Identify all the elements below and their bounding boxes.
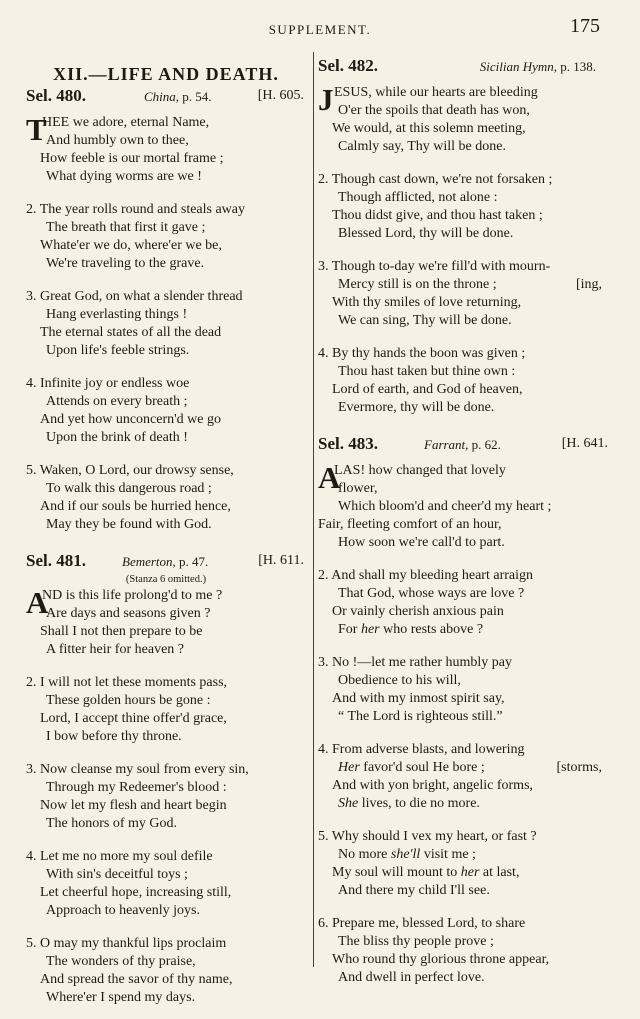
verse-line: A fitter heir for heaven ? bbox=[46, 642, 184, 657]
verse-line: We can sing, Thy will be done. bbox=[338, 313, 512, 328]
page-number: 175 bbox=[570, 15, 600, 37]
verse-line: Attends on every breath ; bbox=[46, 394, 188, 409]
verse-line: 3. Though to-day we're fill'd with mourn- bbox=[318, 259, 551, 274]
verse-line: Evermore, thy will be done. bbox=[338, 400, 495, 415]
selection-number: Sel. 480. bbox=[26, 86, 86, 105]
selection-number: Sel. 481. bbox=[26, 551, 86, 570]
verse-line: The honors of my God. bbox=[46, 816, 178, 831]
verse-line: The bliss thy people prove ; bbox=[338, 934, 494, 949]
verse-line: flower, bbox=[338, 481, 378, 496]
drop-cap: T bbox=[26, 112, 47, 147]
verse-line: May they be found with God. bbox=[46, 517, 212, 532]
stanza bbox=[26, 462, 306, 534]
verse-line: 4. From adverse blasts, and lowering bbox=[318, 742, 525, 757]
right-column bbox=[318, 52, 610, 987]
verse-line: The breath that first it gave ; bbox=[46, 220, 206, 235]
selection-header-482 bbox=[318, 56, 610, 82]
verse-line: That God, whose ways are love ? bbox=[338, 586, 525, 601]
verse-line: How soon we're call'd to part. bbox=[338, 535, 505, 550]
stanza bbox=[318, 654, 610, 726]
stanza bbox=[26, 288, 306, 360]
stanza bbox=[26, 114, 306, 186]
verse-line: HEE we adore, eternal Name, bbox=[42, 115, 210, 130]
stanza bbox=[318, 915, 610, 987]
stanza bbox=[318, 741, 610, 813]
drop-cap: J bbox=[318, 82, 334, 117]
verse-line: And with yon bright, angelic forms, bbox=[332, 778, 534, 793]
turnover-bracket: [ing, bbox=[575, 277, 602, 292]
stanza bbox=[318, 258, 610, 330]
verse-line: Thou hast taken but thine own : bbox=[338, 364, 516, 379]
stanza bbox=[318, 84, 610, 156]
verse-line: She lives, to die no more. bbox=[338, 796, 480, 811]
verse-line: 4. Infinite joy or endless woe bbox=[26, 376, 190, 391]
stanza bbox=[26, 935, 306, 1007]
verse-line: Fair, fleeting comfort of an hour, bbox=[318, 517, 502, 532]
left-column bbox=[26, 52, 306, 1007]
selection-header-480 bbox=[26, 86, 306, 112]
verse-line: Shall I not then prepare to be bbox=[40, 624, 203, 639]
stanza bbox=[26, 375, 306, 447]
tune-reference: Bemerton, p. 47. bbox=[122, 554, 209, 569]
verse-line: 5. Waken, O Lord, our drowsy sense, bbox=[26, 463, 234, 478]
stanza bbox=[318, 171, 610, 243]
verse-line: These golden hours be gone : bbox=[46, 693, 211, 708]
verse-line: And spread the savor of thy name, bbox=[40, 972, 233, 987]
verse-line: Where'er I spend my days. bbox=[46, 990, 196, 1005]
verse-line: And with my inmost spirit say, bbox=[332, 691, 505, 706]
verse-line: Upon the brink of death ! bbox=[46, 430, 188, 445]
verse-line: ESUS, while our hearts are bleeding bbox=[334, 85, 538, 100]
stanza bbox=[26, 201, 306, 273]
verse-line: 2. The year rolls round and steals away bbox=[26, 202, 246, 217]
verse-line: I bow before thy throne. bbox=[46, 729, 182, 744]
stanza bbox=[318, 345, 610, 417]
verse-line: With sin's deceitful toys ; bbox=[46, 867, 188, 882]
stanza bbox=[26, 848, 306, 920]
verse-line: Blessed Lord, thy will be done. bbox=[338, 226, 514, 241]
verse-line: 3. Great God, on what a slender thread bbox=[26, 289, 243, 304]
verse-line: Approach to heavenly joys. bbox=[46, 903, 200, 918]
hymnal-reference: [H. 611. bbox=[258, 553, 304, 568]
verse-line: Thou didst give, and thou hast taken ; bbox=[332, 208, 543, 223]
verse-line: With thy smiles of love returning, bbox=[332, 295, 522, 310]
stanza bbox=[318, 828, 610, 900]
verse-line: 3. No !—let me rather humbly pay bbox=[318, 655, 513, 670]
verse-line: Lord, I accept thine offer'd grace, bbox=[40, 711, 227, 726]
verse-line: Obedience to his will, bbox=[338, 673, 461, 688]
verse-line: 2. I will not let these moments pass, bbox=[26, 675, 228, 690]
verse-line: How feeble is our mortal frame ; bbox=[40, 151, 224, 166]
stanza bbox=[318, 462, 610, 552]
verse-line: The wonders of thy praise, bbox=[46, 954, 196, 969]
verse-line: Hang everlasting things ! bbox=[46, 307, 188, 322]
verse-line: And if our souls be hurried hence, bbox=[40, 499, 231, 514]
stanza bbox=[26, 674, 306, 746]
tune-reference: China, p. 54. bbox=[144, 89, 212, 104]
verse-line: “ The Lord is righteous still.” bbox=[338, 709, 503, 724]
verse-line: Her favor'd soul He bore ; [storms, bbox=[338, 760, 602, 775]
turnover-bracket: [storms, bbox=[556, 760, 602, 775]
verse-line: What dying worms are we ! bbox=[46, 169, 202, 184]
selection-header-483 bbox=[318, 434, 610, 460]
selection-number: Sel. 483. bbox=[318, 434, 378, 453]
verse-line: Lord of earth, and God of heaven, bbox=[332, 382, 523, 397]
verse-line: The eternal states of all the dead bbox=[40, 325, 222, 340]
column-divider bbox=[313, 52, 314, 967]
selection-header-481 bbox=[26, 551, 306, 577]
verse-line: O'er the spoils that death has won, bbox=[338, 103, 530, 118]
verse-line: 3. Now cleanse my soul from every sin, bbox=[26, 762, 249, 777]
selection-number: Sel. 482. bbox=[318, 56, 378, 75]
verse-line: To walk this dangerous road ; bbox=[46, 481, 212, 496]
verse-line: And yet how unconcern'd we go bbox=[40, 412, 221, 427]
tune-reference: Sicilian Hymn, p. 138. bbox=[479, 59, 596, 74]
tune-reference: Farrant, p. 62. bbox=[424, 437, 501, 452]
drop-cap: A bbox=[318, 460, 341, 495]
verse-line: We're traveling to the grave. bbox=[46, 256, 205, 271]
section-title: XII.—LIFE AND DEATH. bbox=[53, 64, 279, 84]
stanza bbox=[318, 567, 610, 639]
omission-note: (Stanza 6 omitted.) bbox=[125, 574, 207, 585]
verse-line: Let cheerful hope, increasing still, bbox=[40, 885, 232, 900]
verse-line: 2. Though cast down, we're not forsaken ; bbox=[318, 172, 553, 187]
stanza bbox=[26, 761, 306, 833]
verse-line: Who round thy glorious throne appear, bbox=[332, 952, 550, 967]
verse-line: ND is this life prolong'd to me ? bbox=[42, 588, 223, 603]
verse-line: 5. O may my thankful lips proclaim bbox=[26, 936, 227, 951]
verse-line: Though afflicted, not alone : bbox=[338, 190, 498, 205]
drop-cap: A bbox=[26, 585, 49, 620]
verse-line: No more she'll visit me ; bbox=[338, 847, 476, 862]
verse-line: For her who rests above ? bbox=[338, 622, 484, 637]
verse-line: Upon life's feeble strings. bbox=[46, 343, 190, 358]
verse-line: And dwell in perfect love. bbox=[338, 970, 485, 985]
verse-line: 4. By thy hands the boon was given ; bbox=[318, 346, 526, 361]
verse-line: 6. Prepare me, blessed Lord, to share bbox=[318, 916, 526, 931]
verse-line: 5. Why should I vex my heart, or fast ? bbox=[318, 829, 537, 844]
stanza bbox=[26, 587, 306, 659]
verse-line: We would, at this solemn meeting, bbox=[332, 121, 526, 136]
verse-line: Or vainly cherish anxious pain bbox=[332, 604, 504, 619]
verse-line: Which bloom'd and cheer'd my heart ; bbox=[338, 499, 552, 514]
verse-line: And there my child I'll see. bbox=[338, 883, 490, 898]
verse-line: Through my Redeemer's blood : bbox=[46, 780, 227, 795]
verse-line: Calmly say, Thy will be done. bbox=[338, 139, 506, 154]
hymnal-reference: [H. 605. bbox=[257, 88, 304, 103]
verse-line: And humbly own to thee, bbox=[46, 133, 189, 148]
verse-line: Whate'er we do, where'er we be, bbox=[40, 238, 222, 253]
verse-line: My soul will mount to her at last, bbox=[332, 865, 520, 880]
verse-line: Now let my flesh and heart begin bbox=[40, 798, 227, 813]
verse-line: 4. Let me no more my soul defile bbox=[26, 849, 213, 864]
verse-line: LAS! how changed that lovely bbox=[334, 463, 506, 478]
verse-line: Are days and seasons given ? bbox=[46, 606, 211, 621]
verse-line: Mercy still is on the throne ; [ing, bbox=[338, 277, 602, 292]
hymnal-reference: [H. 641. bbox=[561, 436, 608, 451]
running-header: SUPPLEMENT. bbox=[268, 22, 372, 37]
verse-line: 2. And shall my bleeding heart arraign bbox=[318, 568, 533, 583]
